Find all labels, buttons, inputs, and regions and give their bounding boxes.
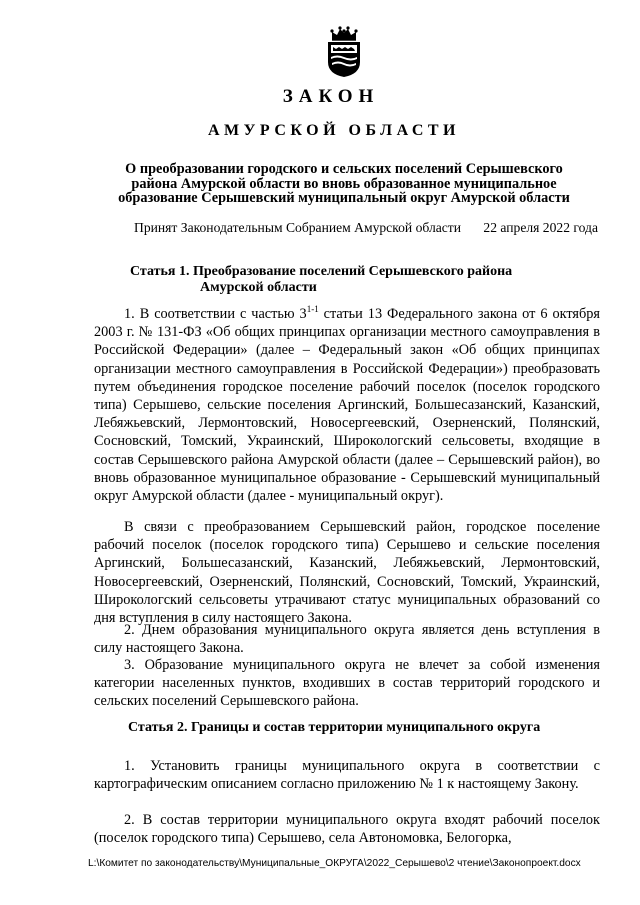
article-1-paragraph-2: В связи с преобразованием Серышевский район, городское поселение рабочий поселок (поселок городского типа) Серышево и сельские поселения Аргинский, Большесазанский, Казанский, Лебяжьевский, Лермонтовский, Новосергеевский, Озерненский, Полянский, Сосновский, Томский, Украинский, Широкологский сельсоветы утрачивают статус муниципальных образований со дня вступления в силу настоящего Закона. [94, 519, 600, 627]
file-path-footer: L:\Комитет по законодательству\Муниципальные_ОКРУГА\2022_Серышево\2 чтение\Законопроект.docx [88, 858, 581, 869]
region-title: АМУРСКОЙ ОБЛАСТИ [208, 122, 460, 139]
article-1-paragraph-4: 3. Образование муниципального округа не влечет за собой изменения категории населенных пунктов, входивших в состав территорий городского и сельских поселений Серышевского района. [94, 657, 600, 710]
article-2-paragraph-2: 2. В состав территории муниципального округа входят рабочий поселок (поселок городского типа) Серышево, села Автономовка, Белогорка, [94, 812, 600, 847]
paragraph-text: статьи 13 Федерального закона от 6 октября 2003 г. № 131-ФЗ «Об общих принципах организации местного самоуправления в Российской Федерации» (далее – Федеральный закон «Об общих принципах организации местного самоуправления в Российской Федерации») преобразовать путем объединения городское поселение рабочий поселок (поселок городского типа) Серышево, сельские поселения Аргинский, Большесазанский, Казанский, Лебяжьевский, Лермонтовский, Новосергеевский, Озерненский, Полянский, Сосновский, Томский, Украинский, Широкологский сельсоветы, входящие в состав Серышевского района Амурской области (далее – Серышевский район), во вновь образованное муниципальное образование - Серышевский муниципальный округ Амурской области (далее - муниципальный округ). [94, 306, 600, 505]
law-heading: О преобразовании городского и сельских поселений Серышевского района Амурской области во вновь образованное муниципальное образование Серышевский муниципальный округ Амурской области [118, 161, 570, 206]
article-1-title-line1: Статья 1. Преобразование поселений Серышевского района [130, 264, 513, 279]
law-title: ЗАКОН [282, 86, 380, 107]
superscript: 1-1 [306, 304, 319, 315]
article-1-paragraph-3: 2. Днем образования муниципального округа является день вступления в силу настоящего Закона. [94, 622, 600, 657]
article-1-title [130, 264, 550, 296]
adopted-by: Принят Законодательным Собранием Амурской области [134, 220, 462, 235]
article-2-paragraph-1: 1. Установить границы муниципального округа в соответствии с картографическим описанием согласно приложению № 1 к настоящему Закону. [94, 758, 600, 793]
adoption-date: 22 апреля 2022 года [483, 220, 598, 235]
article-1-title-line2: Амурской области [200, 280, 317, 295]
amur-oblast-coat-of-arms-icon [324, 26, 364, 78]
article-2-title: Статья 2. Границы и состав территории муниципального округа [128, 720, 541, 735]
article-1-paragraph-1 [94, 305, 600, 505]
paragraph-text: 1. В соответствии с частью 3 [124, 306, 307, 322]
